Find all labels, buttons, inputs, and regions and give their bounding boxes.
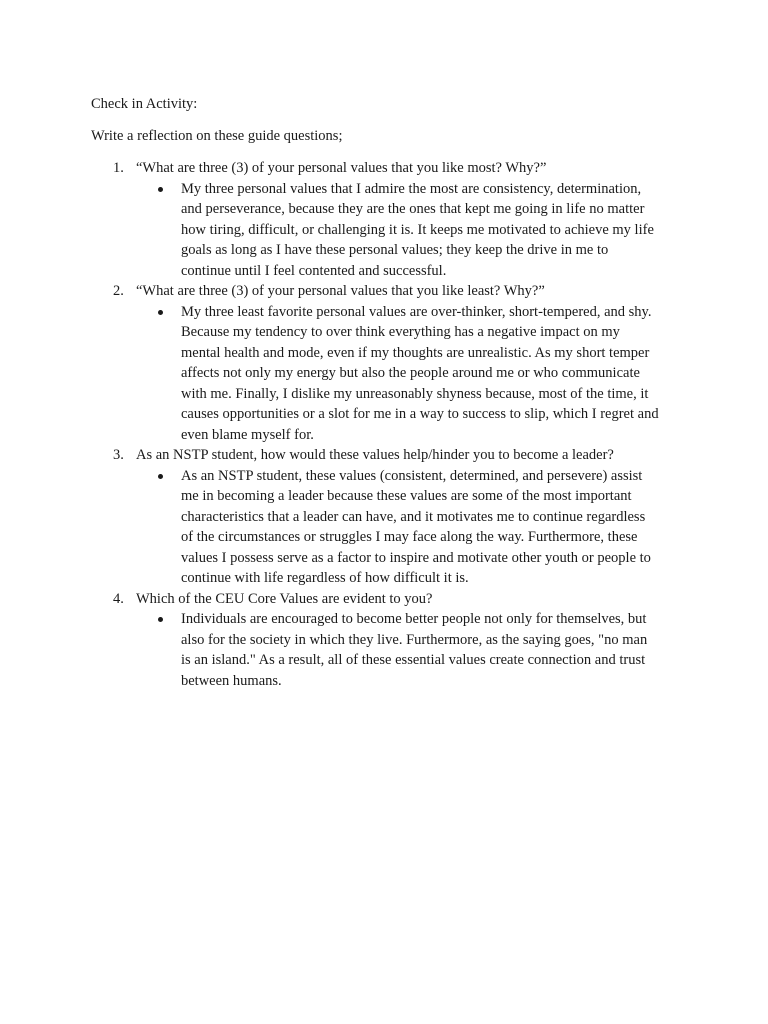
question-line <box>0 158 768 179</box>
question-text: “What are three (3) of your personal values that you like most? Why?” <box>136 160 547 176</box>
answer-line: causes opportunities or a slot for me in a way to success to slip, which I regret and <box>181 406 659 422</box>
bullet-icon <box>158 310 163 315</box>
answer-line: also for the society in which they live. Furthermore, as the saying goes, "no man <box>181 631 648 648</box>
question-line <box>0 281 768 302</box>
question-line <box>0 589 768 610</box>
question-item <box>0 445 768 589</box>
bullet-icon <box>158 474 163 479</box>
answer-line: continue until I feel contented and successful. <box>181 262 447 279</box>
question-list <box>0 158 768 691</box>
answer-paragraph <box>0 609 679 691</box>
answer-line: is an island." As a result, all of these essential values create connection and trust <box>181 652 646 668</box>
bullet-icon <box>158 187 163 192</box>
question-item <box>0 589 768 692</box>
answer-line: Because my tendency to over think everything has a negative impact on my <box>181 324 620 340</box>
answer-line: characteristics that a leader can have, and it motivates me to continue regardless <box>181 508 646 525</box>
answer-line: My three least favorite personal values are over-thinker, short-tempered, and shy. <box>181 303 652 320</box>
question-number: 1. <box>113 160 124 176</box>
question-item <box>0 281 768 445</box>
answer-line: how tiring, difficult, or challenging it is. It keeps me motivated to achieve my life <box>181 221 654 238</box>
question-text: “What are three (3) of your personal values that you like least? Why?” <box>136 283 545 299</box>
answer-line: values I possess serve as a factor to inspire and motivate other youth or people to <box>181 549 651 566</box>
question-text: As an NSTP student, how would these values help/hinder you to become a leader? <box>136 447 614 463</box>
answer-line: Individuals are encouraged to become better people not only for themselves, but <box>181 611 647 627</box>
answer-line: of the circumstances or struggles I may face along the way. Furthermore, these <box>181 529 638 545</box>
answer-line: As an NSTP student, these values (consistent, determined, and persevere) assist <box>181 467 643 484</box>
answer-line: with me. Finally, I dislike my unreasonably shyness because, most of the time, it <box>181 385 649 402</box>
question-number: 2. <box>113 283 124 299</box>
question-line <box>0 445 768 466</box>
question-text: Which of the CEU Core Values are evident to you? <box>136 590 433 607</box>
question-item <box>0 158 768 281</box>
answer-line: and perseverance, because they are the ones that kept me going in life no matter <box>181 201 645 217</box>
answer-line: mental health and mode, even if my thoughts are unrealistic. As my short temper <box>181 344 650 361</box>
answer-paragraph <box>0 302 679 446</box>
document-intro: Write a reflection on these guide questions; <box>91 128 343 144</box>
answer-line: My three personal values that I admire the most are consistency, determination, <box>181 180 642 197</box>
answer-line: goals as long as I have these personal values; they keep the drive in me to <box>181 242 609 258</box>
question-number: 4. <box>113 590 124 607</box>
answer-line: affects not only my energy but also the people around me or who communicate <box>181 365 640 381</box>
answer-line: between humans. <box>181 672 282 689</box>
answer-line: continue with life regardless of how difficult it is. <box>181 570 469 586</box>
bullet-icon <box>158 617 163 622</box>
answer-paragraph <box>0 179 679 282</box>
document-heading: Check in Activity: <box>91 96 198 112</box>
answer-line: even blame myself for. <box>181 426 314 443</box>
answer-paragraph <box>0 466 679 589</box>
answer-line: me in becoming a leader because these values are some of the most important <box>181 488 632 504</box>
question-number: 3. <box>113 447 124 463</box>
